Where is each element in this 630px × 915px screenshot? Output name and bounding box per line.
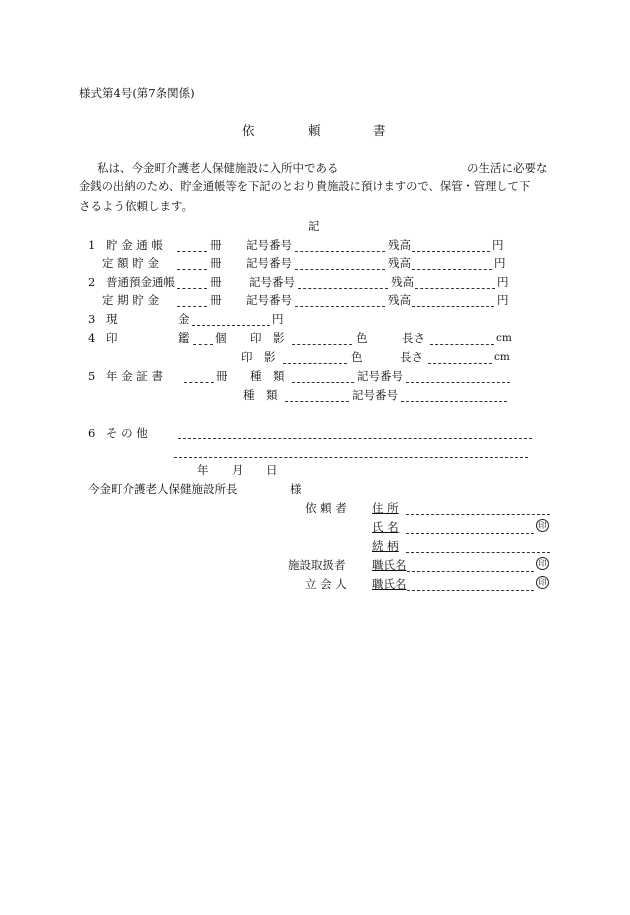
body-line-1b: の生活に必要な xyxy=(467,161,548,175)
item-1b-satsu: 冊 xyxy=(210,256,222,270)
item-5b-kigou: 記号番号 xyxy=(352,388,398,402)
ki-heading: 記 xyxy=(308,219,320,233)
item-1-zandaka-blank xyxy=(412,251,490,252)
witness-blank xyxy=(407,590,534,591)
name-blank xyxy=(406,533,534,534)
item-4-label-a: 印 xyxy=(106,331,118,345)
relation-blank xyxy=(406,552,550,553)
date-day: 日 xyxy=(266,463,278,477)
witness-seal-icon: 印 xyxy=(536,576,549,589)
item-2-kigou: 記号番号 xyxy=(249,275,295,289)
title-char-3: 書 xyxy=(373,123,386,138)
item-5b-shurui: 種 類 xyxy=(243,388,278,402)
item-4b-cm: cm xyxy=(494,351,510,363)
handler-blank xyxy=(407,571,534,572)
requester-label: 依 頼 者 xyxy=(305,501,347,515)
body-line-3: さるよう依頼します。 xyxy=(79,199,194,213)
item-5-shurui-blank xyxy=(292,382,354,383)
item-6-blank-1 xyxy=(178,438,532,439)
item-3-label-a: 現 xyxy=(106,312,118,326)
item-1-kigou-blank xyxy=(295,251,385,252)
item-2-zandaka: 残高 xyxy=(391,275,414,289)
item-2b-kigou-blank xyxy=(295,306,385,307)
addressee-sama: 様 xyxy=(290,482,302,496)
item-2b-count-blank xyxy=(177,306,207,307)
item-1-satsu: 冊 xyxy=(210,238,222,252)
witness-title-name-label: 職氏名 xyxy=(372,577,407,591)
item-2b-satsu: 冊 xyxy=(210,293,222,307)
item-4-nagasa: 長さ xyxy=(402,331,425,345)
item-4-ko: 個 xyxy=(215,331,227,345)
item-2-zandaka-blank xyxy=(415,288,495,289)
item-6-label: そ の 他 xyxy=(106,426,148,440)
item-5-kigou-blank xyxy=(406,382,510,383)
date-year: 年 xyxy=(197,463,209,477)
item-1b-zandaka-blank xyxy=(412,269,492,270)
relation-label: 続 柄 xyxy=(372,539,399,553)
item-4-nagasa-blank xyxy=(430,344,494,345)
item-1b-zandaka: 残高 xyxy=(388,256,411,270)
title-char-2: 頼 xyxy=(308,123,321,138)
item-3-amount-blank xyxy=(192,325,270,326)
item-1-kigou: 記号番号 xyxy=(246,238,292,252)
name-seal-icon: 印 xyxy=(536,519,549,532)
item-6-number: 6 xyxy=(88,426,96,440)
item-3-label-b: 金 xyxy=(178,312,190,326)
item-2-label: 普通預金通帳 xyxy=(106,275,175,289)
handler-label: 施設取扱者 xyxy=(288,558,346,572)
item-5-count-blank xyxy=(184,382,214,383)
item-4b-iro: 色 xyxy=(351,350,363,364)
item-1b-en: 円 xyxy=(494,256,506,270)
item-1b-label: 定 額 貯 金 xyxy=(102,256,159,270)
address-blank xyxy=(406,514,550,515)
item-1-count-blank xyxy=(177,251,207,252)
item-4-number: 4 xyxy=(88,331,96,345)
body-line-2: 金銭の出納のため、貯金通帳等を下記のとおり貴施設に預けますので、保管・管理して下 xyxy=(79,180,531,193)
item-1-number: 1 xyxy=(88,238,96,252)
handler-seal-icon: 印 xyxy=(536,557,549,570)
form-number: 様式第4号(第7条関係) xyxy=(79,86,195,100)
name-label: 氏 名 xyxy=(372,520,399,534)
item-5-label: 年 金 証 書 xyxy=(106,369,163,383)
item-1b-count-blank xyxy=(177,269,207,270)
item-2b-zandaka-blank xyxy=(412,306,494,307)
addressee-name: 今金町介護老人保健施設所長 xyxy=(88,482,238,496)
item-4-in-ei: 印 影 xyxy=(250,331,285,345)
item-2b-kigou: 記号番号 xyxy=(246,293,292,307)
item-3-number: 3 xyxy=(88,312,96,326)
item-5-number: 5 xyxy=(88,369,96,383)
item-2-kigou-blank xyxy=(298,288,388,289)
item-4-iro: 色 xyxy=(356,331,368,345)
item-4b-in-ei-blank xyxy=(283,363,347,364)
item-4-in-ei-blank xyxy=(292,344,352,345)
item-2-satsu: 冊 xyxy=(210,275,222,289)
body-line-1a: 私は、今金町介護老人保健施設に入所中である xyxy=(97,161,339,175)
witness-label: 立 会 人 xyxy=(305,577,347,591)
address-label: 住 所 xyxy=(372,501,399,515)
item-5-kigou: 記号番号 xyxy=(357,369,403,383)
date-month: 月 xyxy=(232,463,244,477)
handler-title-name-label: 職氏名 xyxy=(372,558,407,572)
item-5b-shurui-blank xyxy=(285,401,349,402)
item-1-zandaka: 残高 xyxy=(388,238,411,252)
item-2b-en: 円 xyxy=(497,293,509,307)
item-2b-zandaka: 残高 xyxy=(388,293,411,307)
title-char-1: 依 xyxy=(242,123,255,138)
item-3-en: 円 xyxy=(272,312,284,326)
item-4b-nagasa-blank xyxy=(428,363,492,364)
item-4b-nagasa: 長さ xyxy=(400,350,423,364)
item-4b-in-ei: 印 影 xyxy=(241,350,276,364)
item-2-count-blank xyxy=(177,288,207,289)
item-4-count-blank xyxy=(193,344,213,345)
item-1b-kigou: 記号番号 xyxy=(246,256,292,270)
item-1b-kigou-blank xyxy=(295,269,385,270)
item-5b-kigou-blank xyxy=(401,401,507,402)
item-1-label: 貯 金 通 帳 xyxy=(106,238,163,252)
item-6-blank-2 xyxy=(174,457,528,458)
item-4-cm: cm xyxy=(496,332,512,344)
item-5-shurui: 種 類 xyxy=(250,369,285,383)
item-1-en: 円 xyxy=(492,238,504,252)
item-2-number: 2 xyxy=(88,275,96,289)
item-2b-label: 定 期 貯 金 xyxy=(102,293,159,307)
item-2-en: 円 xyxy=(497,275,509,289)
item-5-satsu: 冊 xyxy=(216,369,228,383)
item-4-label-b: 鑑 xyxy=(178,331,190,345)
